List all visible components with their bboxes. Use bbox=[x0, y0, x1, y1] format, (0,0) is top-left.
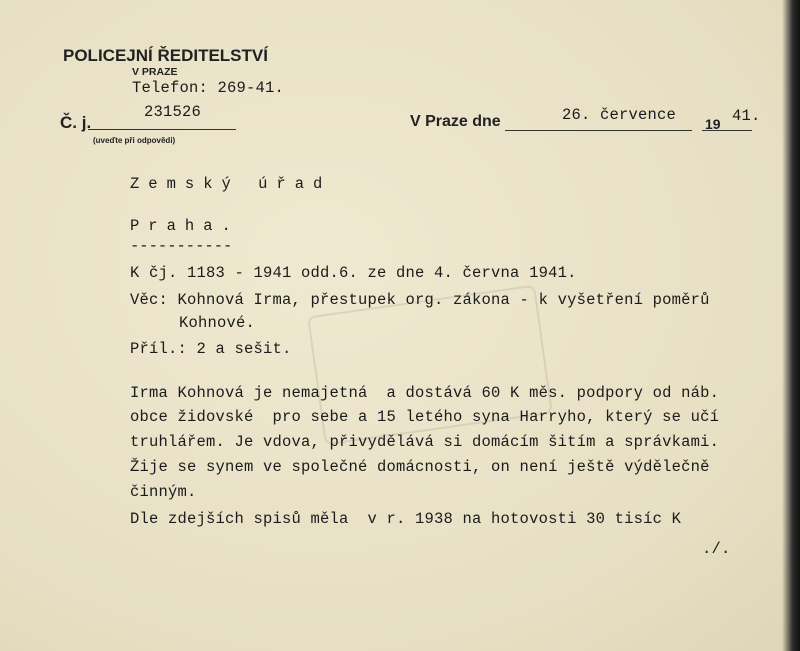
addressee-city: Praha. bbox=[130, 217, 240, 235]
phone-number: Telefon: 269-41. bbox=[132, 79, 285, 97]
reference-line: K čj. 1183 - 1941 odd.6. ze dne 4. června 1941. bbox=[130, 264, 577, 282]
city-name: V PRAZE bbox=[132, 66, 178, 78]
place-label: V Praze dne bbox=[410, 113, 501, 130]
authority-name: POLICEJNÍ ŘEDITELSTVÍ bbox=[63, 46, 268, 65]
paragraph-line: truhlářem. Je vdova, přivydělává si domácím šitím a správkami. bbox=[130, 433, 720, 451]
paragraph-line: Irma Kohnová je nemajetná a dostává 60 K měs. podpory od náb. bbox=[130, 384, 720, 402]
page-edge-shadow bbox=[782, 0, 800, 651]
addressee-office: Zemský úřad bbox=[130, 175, 332, 193]
subject-line: Věc: Kohnová Irma, přestupek org. zákona - k vyšetření poměrů bbox=[130, 291, 710, 309]
paragraph-line: obce židovské pro sebe a 15 letého syna Harryho, který se učí bbox=[130, 408, 720, 426]
ref-number: 231526 bbox=[144, 103, 202, 121]
paragraph-line: Žije se synem ve společné domácnosti, on není ještě výdělečně bbox=[130, 458, 710, 476]
ref-note: (uveďte při odpovědi) bbox=[93, 136, 176, 145]
year-suffix: 41. bbox=[732, 107, 761, 125]
year-underline bbox=[702, 130, 752, 131]
end-mark: ./. bbox=[702, 540, 731, 558]
paragraph-line: Dle zdejších spisů měla v r. 1938 na hotovosti 30 tisíc K bbox=[130, 510, 682, 528]
ref-underline bbox=[88, 129, 236, 130]
paragraph-line: činným. bbox=[130, 483, 197, 501]
addressee-underline: ----------- bbox=[130, 237, 233, 255]
subject-line-continued: Kohnové. bbox=[179, 314, 256, 332]
date-underline bbox=[505, 130, 692, 131]
attachments-line: Příl.: 2 a sešit. bbox=[130, 340, 292, 358]
letter-date: 26. července bbox=[562, 106, 677, 124]
year-prefix: 19 bbox=[705, 116, 721, 132]
ref-label: Č. j. bbox=[60, 113, 92, 132]
